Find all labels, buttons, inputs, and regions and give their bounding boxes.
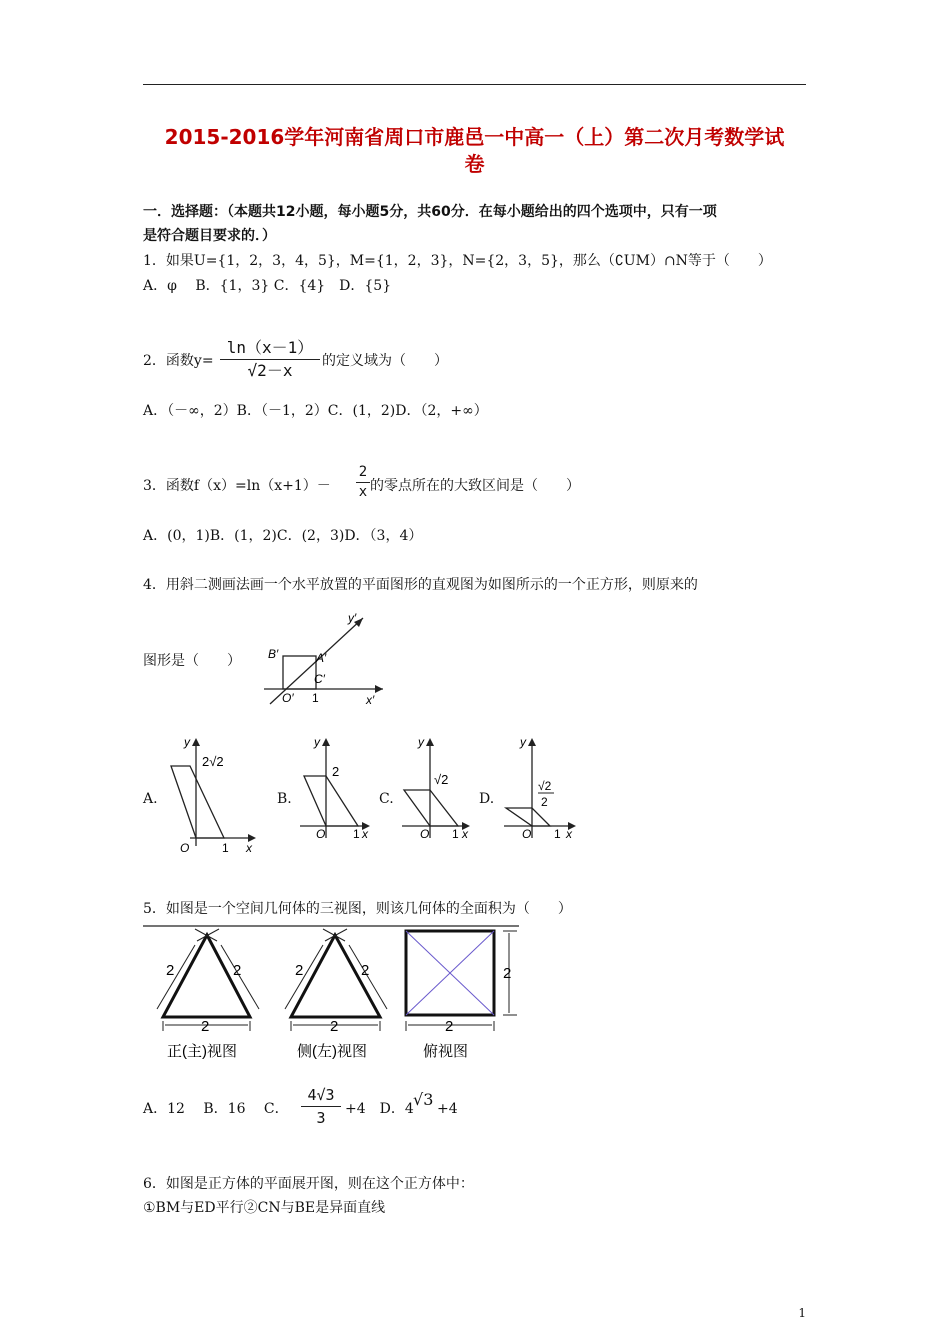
q4-b-value: 2 xyxy=(332,764,340,779)
q5-top-view xyxy=(406,931,517,1060)
q4-option-d-figure xyxy=(502,734,582,844)
q2-numerator: ln（x－1） xyxy=(220,337,320,360)
q5-option-c-numerator: 4√3 xyxy=(301,1084,341,1107)
q4-c-value: √2 xyxy=(434,772,449,787)
q3-options: A．(0，1)B．(1，2)C．(2，3)D．（3，4） xyxy=(143,528,423,544)
q4-d-axis-x: x xyxy=(566,827,572,841)
q6-line-2: ①BM与ED平行②CN与BE是异面直线 xyxy=(143,1200,386,1216)
q5-front-dim-left: 2 xyxy=(166,962,175,979)
q4-d-axis-o: O xyxy=(522,827,532,841)
q4-line-2: 图形是（ ） xyxy=(143,653,241,669)
q5-option-d-root: √3 xyxy=(413,1090,434,1109)
q5-side-dim-left: 2 xyxy=(295,962,304,979)
q5-front-view xyxy=(157,929,259,1060)
q4-d-axis-y: y xyxy=(520,735,526,749)
q5-top-dim-bottom: 2 xyxy=(445,1018,454,1035)
q3-denominator: x xyxy=(358,484,368,500)
q1-stem: 1．如果U={1，2，3，4，5}，M={1，2，3}，N={2，3，5}，那么（∁UM）∩N等于（ ） xyxy=(143,253,772,269)
page-number: 1 xyxy=(798,1306,806,1320)
q4-a-axis-o: O xyxy=(180,841,190,855)
q5-options-end: +4 xyxy=(437,1101,458,1117)
q4-option-b-figure xyxy=(298,734,376,844)
q5-three-views-figure xyxy=(143,925,523,1070)
q5-top-dim-right: 2 xyxy=(503,965,512,982)
title-line-2: 卷 xyxy=(464,152,485,176)
q4-a-axis-x: x xyxy=(246,841,252,855)
q4-fig-o-label: O′ xyxy=(282,691,294,705)
q5-option-c-fraction xyxy=(301,1084,341,1129)
q5-options-start: A．12 B．16 C． xyxy=(143,1101,289,1117)
q4-d-value-den: 2 xyxy=(541,795,548,809)
q4-option-b-label: B. xyxy=(277,791,292,807)
q4-b-axis-o: O xyxy=(316,827,326,841)
q5-stem: 5．如图是一个空间几何体的三视图，则该几何体的全面积为（ ） xyxy=(143,901,572,917)
q2-options: A．（－∞，2）B．（－1，2）C．(1，2)D．（2，+∞） xyxy=(143,403,488,419)
q5-side-dim-right: 2 xyxy=(361,962,370,979)
q5-side-view xyxy=(285,929,387,1060)
q4-a-value: 2√2 xyxy=(202,754,224,769)
q1-options: A．φ B．{1，3} C．{4} D．{5} xyxy=(143,278,392,294)
q3-prefix: 3．函数f（x）=ln（x+1）－ xyxy=(143,478,331,494)
q4-option-c-label: C. xyxy=(379,791,394,807)
q4-fig-x-label: x′ xyxy=(366,693,375,707)
q5-options-mid: +4 D．4 xyxy=(345,1101,414,1117)
q5-front-caption: 正(主)视图 xyxy=(167,1043,237,1060)
q4-oblique-figure xyxy=(258,608,388,708)
q4-fig-y-label: y′ xyxy=(348,611,357,625)
q4-fig-one-label: 1 xyxy=(312,691,319,705)
q3-numerator: 2 xyxy=(356,463,370,483)
q4-a-axis-y: y xyxy=(184,735,190,749)
q4-option-a-figure xyxy=(168,734,260,856)
q4-line-1: 4．用斜二测画法画一个水平放置的平面图形的直观图为如图所示的一个正方形，则原来的 xyxy=(143,577,698,593)
q4-option-a-label: A. xyxy=(143,791,158,807)
q5-side-dim-bottom: 2 xyxy=(330,1018,339,1035)
q3-fraction xyxy=(356,463,370,502)
q5-top-caption: 俯视图 xyxy=(423,1043,469,1060)
q2-suffix: 的定义域为（ ） xyxy=(322,353,448,369)
q4-c-axis-one: 1 xyxy=(452,827,459,841)
header-rule xyxy=(143,84,806,85)
q4-fig-b-label: B′ xyxy=(268,647,279,661)
q4-b-axis-x: x xyxy=(362,827,368,841)
q4-c-axis-y: y xyxy=(418,735,424,749)
q4-d-value-num: √2 xyxy=(538,779,552,793)
q4-b-axis-y: y xyxy=(314,735,320,749)
q2-fraction xyxy=(220,337,320,382)
q2-prefix: 2．函数y= xyxy=(143,353,214,369)
q4-a-axis-one: 1 xyxy=(222,841,229,855)
q2-denominator: √2－x xyxy=(247,361,293,380)
page-title xyxy=(143,124,806,178)
q4-b-axis-one: 1 xyxy=(353,827,360,841)
q4-fig-c-label: C′ xyxy=(314,672,325,686)
q3-suffix: 的零点所在的大致区间是（ ） xyxy=(370,478,580,494)
q4-fig-a-label: A′ xyxy=(316,651,327,665)
q4-d-axis-one: 1 xyxy=(554,827,561,841)
q4-c-axis-x: x xyxy=(462,827,468,841)
section-heading-line-2: 是符合题目要求的．） xyxy=(143,228,276,244)
section-heading-line-1: 一．选择题：（本题共12小题，每小题5分，共60分．在每小题给出的四个选项中，只有一项 xyxy=(143,204,717,220)
q4-c-axis-o: O xyxy=(420,827,430,841)
q5-front-dim-bottom: 2 xyxy=(201,1018,210,1035)
title-line-1: 2015-2016学年河南省周口市鹿邑一中高一（上）第二次月考数学试 xyxy=(164,125,785,149)
q4-option-d-label: D. xyxy=(479,791,495,807)
q4-option-c-figure xyxy=(400,734,476,844)
q5-front-dim-right: 2 xyxy=(233,962,242,979)
q6-line-1: 6．如图是正方体的平面展开图，则在这个正方体中： xyxy=(143,1176,474,1192)
q5-side-caption: 侧(左)视图 xyxy=(297,1043,367,1060)
q5-option-c-denominator: 3 xyxy=(316,1109,326,1127)
